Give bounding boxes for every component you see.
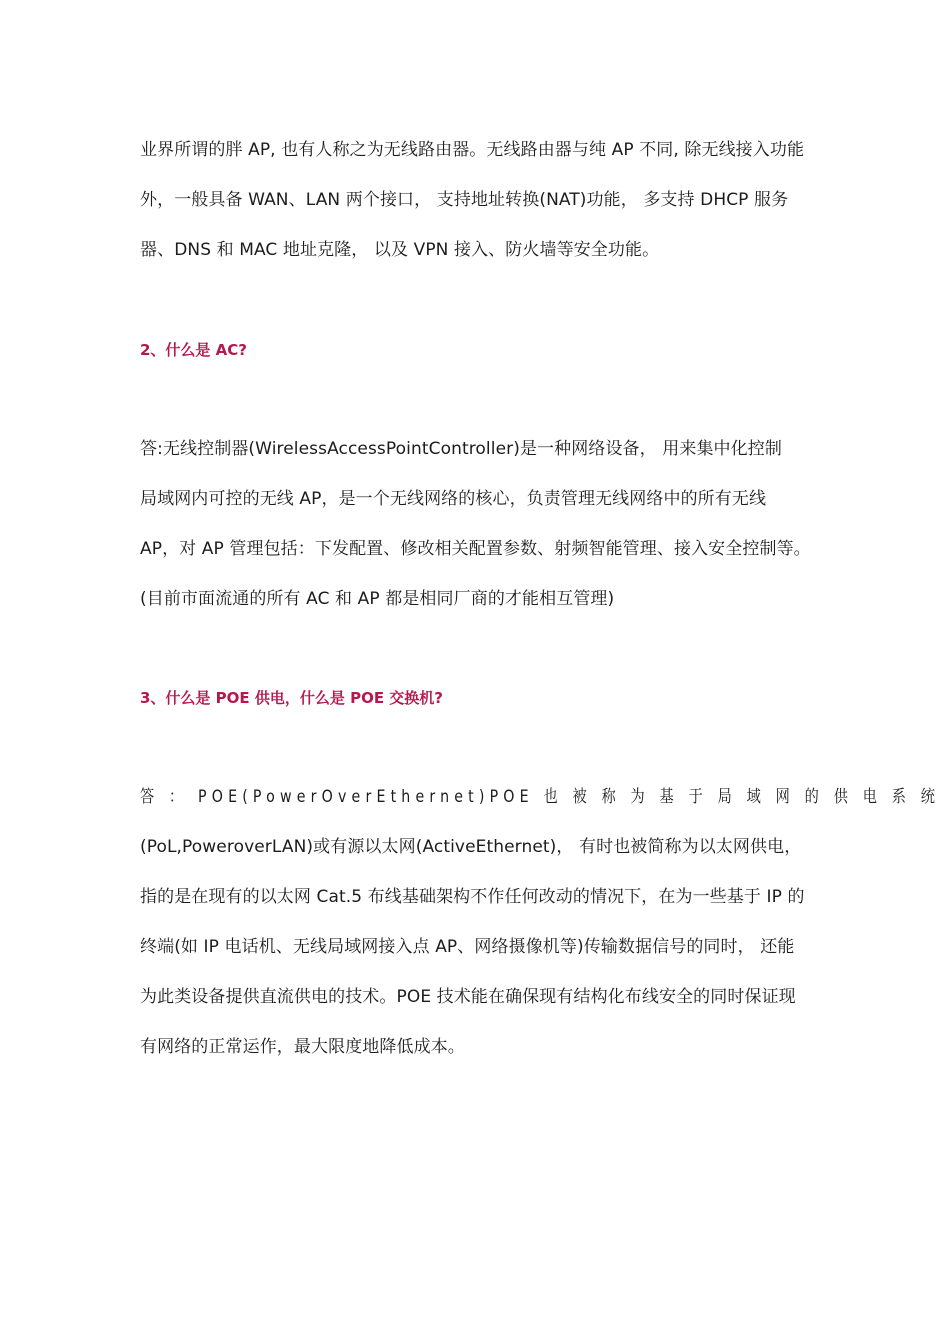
section-2-line-3: AP，对 AP 管理包括：下发配置、修改相关配置参数、射频智能管理、接入安全控制等。 xyxy=(140,539,811,559)
section-3-heading: 3、什么是 POE 供电，什么是 POE 交换机? xyxy=(140,689,444,707)
section-3-line-2: (PoL,PoweroverLAN)或有源以太网(ActiveEthernet)， 有时也被简称为以太网供电， xyxy=(140,837,802,857)
intro-line-3: 器、DNS 和 MAC 地址克隆， 以及 VPN 接入、防火墙等安全功能。 xyxy=(140,240,660,260)
section-3-line-4: 终端(如 IP 电话机、无线局域网接入点 AP、网络摄像机等)传输数据信号的同时， 还能 xyxy=(140,937,795,957)
section-3-line-5: 为此类设备提供直流供电的技术。POE 技术能在确保现有结构化布线安全的同时保证现 xyxy=(140,987,796,1007)
section-3-line-6: 有网络的正常运作，最大限度地降低成本。 xyxy=(140,1037,465,1057)
section-2-line-1: 答:无线控制器(WirelessAccessPointController)是一种网络设备， 用来集中化控制 xyxy=(140,439,782,459)
section-2-heading: 2、什么是 AC? xyxy=(140,341,247,359)
section-2-line-2: 局域网内可控的无线 AP，是一个无线网络的核心，负责管理无线网络中的所有无线 xyxy=(140,489,767,509)
intro-line-2: 外，一般具备 WAN、LAN 两个接口， 支持地址转换(NAT)功能， 多支持 DHCP 服务 xyxy=(140,190,789,210)
section-2-line-4: (目前市面流通的所有 AC 和 AP 都是相同厂商的才能相互管理) xyxy=(140,589,615,609)
intro-line-1: 业界所谓的胖 AP, 也有人称之为无线路由器。无线路由器与纯 AP 不同, 除无线接入功能 xyxy=(140,140,805,160)
section-3-line-3: 指的是在现有的以太网 Cat.5 布线基础架构不作任何改动的情况下，在为一些基于 IP 的 xyxy=(140,887,805,907)
section-3-line-1: 答 ： POE(PowerOverEthernet)POE 也 被 称 为 基 于 局 域 网 的 供 电 系 统 xyxy=(140,787,941,807)
